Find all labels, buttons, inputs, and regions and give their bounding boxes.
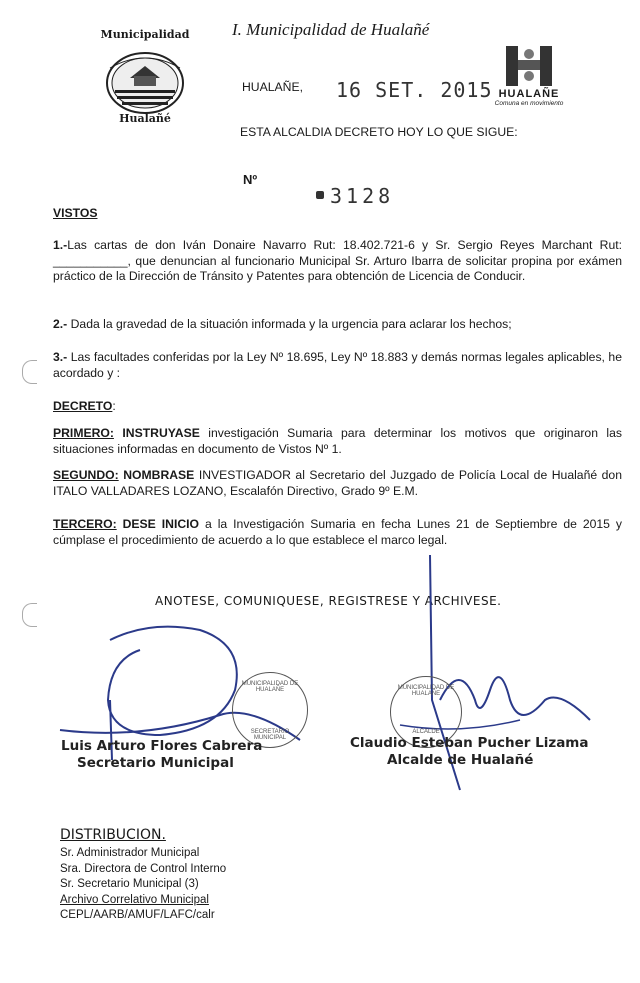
distribucion-item: Sra. Directora de Control Interno — [60, 862, 227, 875]
place-label: HUALAÑE, — [242, 80, 303, 94]
distribucion-item: Archivo Correlativo Municipal — [60, 893, 209, 906]
decreto-heading — [53, 399, 116, 415]
segundo-label: SEGUNDO: — [53, 468, 119, 482]
vistos-item-1-text: Las cartas de don Iván Donaire Navarro Rut: 18.402.721-6 y Sr. Sergio Reyes Marchant Rut: ___________, que denuncian al funcionario Municipal Sr. Arturo Ibarra de solicitar propina por exámen práctico de la Dirección de Tránsito y Patentes para obtención de Licencia de Conducir. — [53, 238, 622, 283]
segundo-paragraph — [53, 468, 622, 499]
mayor-title: Alcalde de Hualañé — [387, 752, 534, 768]
vistos-item-3 — [53, 350, 622, 381]
decreto-heading-text: DECRETO — [53, 399, 113, 413]
number-dot-icon — [316, 191, 324, 199]
tercero-text: a la Investigación Sumaria en fecha Lunes 21 de Septiembre de 2015 y cúmplase el procedimiento de acuerdo a lo que establece el marco legal. — [53, 517, 623, 547]
date-stamp: 16 SET. 2015 — [336, 78, 493, 102]
vistos-item-1 — [53, 238, 622, 285]
vistos-item-1-num: 1.- — [53, 238, 68, 252]
primero-text: investigación Sumaria para determinar los motivos que originaron las situaciones informadas en documento de Vistos Nº 1. — [53, 426, 623, 456]
mayor-name: Claudio Esteban Pucher Lizama — [350, 735, 589, 751]
decree-number: 3128 — [330, 184, 395, 208]
distribucion-item: Sr. Administrador Municipal — [60, 847, 200, 859]
mayor-seal-bottom: ALCALDE — [412, 729, 440, 735]
distribucion-list — [60, 846, 226, 924]
secretary-seal-top: MUNICIPALIDAD DE HUALAÑE — [241, 681, 299, 693]
vistos-item-3-text: Las facultades conferidas por la Ley Nº 18.695, Ley Nº 18.883 y demás normas legales aplicables, he acordado y : — [53, 350, 622, 380]
margin-mark-icon — [22, 603, 37, 627]
logo-name: HUALAÑE — [498, 88, 560, 100]
secretary-seal-bottom: SECRETARIO MUNICIPAL — [250, 729, 290, 741]
distribucion-heading: DISTRIBUCION. — [60, 827, 166, 843]
distribucion-item: Sr. Secretario Municipal (3) — [60, 878, 199, 890]
secretary-title: Secretario Municipal — [77, 755, 234, 771]
primero-verb: INSTRUYASE — [122, 426, 200, 440]
secretary-name: Luis Arturo Flores Cabrera — [61, 738, 263, 754]
tercero-verb: DESE INICIO — [122, 517, 200, 531]
vistos-item-3-num: 3.- — [53, 350, 68, 364]
primero-paragraph — [53, 426, 622, 457]
logo-h-icon — [494, 44, 564, 88]
hualane-logo — [494, 44, 564, 106]
vistos-heading: VISTOS — [53, 206, 98, 220]
margin-mark-icon — [22, 360, 37, 384]
logo-tagline: Comuna en movimiento — [494, 100, 564, 107]
primero-label: PRIMERO: — [53, 426, 114, 440]
vistos-item-2 — [53, 317, 622, 333]
mayor-seal-top: MUNICIPALIDAD DE HUALAÑE — [397, 685, 455, 697]
segundo-text: INVESTIGADOR al Secretario del Juzgado de Policía Local de Hualañé don ITALO VALLADARES LOZANO, Escalafón Directivo, Grado 9º E.M. — [53, 468, 622, 498]
vistos-item-2-text: Dada la gravedad de la situación informada y la urgencia para aclarar los hechos; — [70, 317, 512, 331]
distribucion-item: CEPL/AARB/AMUF/LAFC/calr — [60, 909, 215, 921]
vistos-item-2-num: 2.- — [53, 317, 68, 331]
crest-bottom-text: Hualañé — [119, 112, 171, 125]
municipal-crest — [90, 28, 200, 126]
closing-line: ANOTESE, COMUNIQUESE, REGISTRESE Y ARCHIVESE. — [155, 594, 502, 608]
secretary-seal — [232, 672, 308, 748]
tercero-paragraph — [53, 517, 622, 548]
decreto-heading-suffix: : — [112, 399, 116, 413]
segundo-verb: NOMBRASE — [123, 468, 195, 482]
number-label: Nº — [243, 172, 258, 187]
municipality-title: I. Municipalidad de Hualañé — [232, 20, 430, 39]
tercero-label: TERCERO: — [53, 517, 117, 531]
intro-line: ESTA ALCALDIA DECRETO HOY LO QUE SIGUE: — [240, 125, 518, 139]
crest-top-text: Municipalidad — [100, 28, 190, 41]
